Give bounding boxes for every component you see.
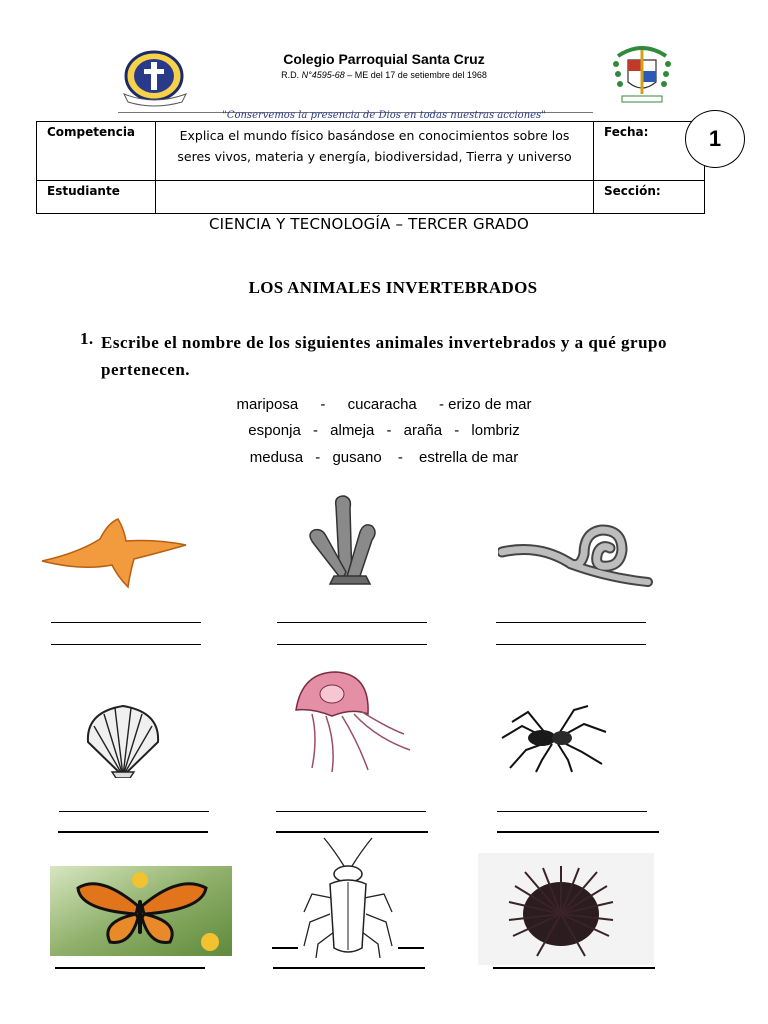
sheet-number-badge: 1 [685,110,745,168]
estudiante-label: Estudiante [47,184,120,198]
seccion-label: Sección: [604,184,661,198]
word-separator: - [312,422,318,439]
answer-line[interactable] [496,622,646,623]
word-bank-row-3 [0,449,768,466]
rd-suffix: – ME del 17 de setiembre del 1968 [344,70,487,80]
answer-line[interactable] [51,622,201,623]
resolution-line [0,70,768,80]
butterfly-image [50,866,232,956]
word-separator: - [454,422,460,439]
clam-shell-image [82,702,164,778]
answer-line[interactable] [276,831,428,833]
competencia-text: Explica el mundo físico basándose en conocimientos sobre los seres vivos, materia y energía, biodiversidad, Tierra y universo [156,122,594,181]
school-motto: "Conservemos la presencia de Dios en todas nuestras acciones" [222,110,546,121]
answer-line[interactable] [58,831,208,833]
topic-title: LOS ANIMALES INVERTEBRADOS [248,278,538,297]
word-separator: - [397,449,403,466]
estudiante-field[interactable] [156,181,594,214]
answer-line[interactable] [497,831,659,833]
sea-urchin-image [505,862,617,958]
word: gusano [332,449,382,466]
word: esponja [248,422,301,439]
word-bank-row-1 [0,396,768,413]
seccion-cell[interactable] [594,181,705,214]
subject-line: CIENCIA Y TECNOLOGÍA – TERCER GRADO [208,215,530,233]
answer-line[interactable] [497,811,647,812]
sponge-image [300,492,380,587]
word-separator: - [386,422,392,439]
word-separator: - [320,396,326,413]
rd-number: N°4595-68 [301,70,345,80]
answer-line[interactable] [59,811,209,812]
worm-image [498,518,653,588]
question-text: Escribe el nombre de los siguientes animales invertebrados y a qué grupo pertenecen. [101,333,667,379]
answer-line-short[interactable] [272,947,298,949]
school-name: Colegio Parroquial Santa Cruz [283,51,485,67]
student-info-table [36,121,705,214]
cockroach-image [300,836,396,958]
word: araña [403,422,443,439]
answer-line[interactable] [55,967,205,969]
jellyfish-image [292,668,414,780]
word: cucaracha [347,396,417,413]
question-number: 1. [80,329,94,348]
starfish-image [38,515,190,590]
fecha-label: Fecha: [604,125,649,139]
answer-line[interactable] [273,967,425,969]
word: mariposa [236,396,299,413]
competencia-label: Competencia [47,125,136,139]
answer-line[interactable] [276,811,426,812]
word: lombriz [471,422,520,439]
word: almeja [330,422,375,439]
answer-line[interactable] [277,622,427,623]
word: estrella de mar [419,449,519,466]
answer-line[interactable] [51,644,201,645]
answer-line[interactable] [493,967,655,969]
spider-image [498,702,610,774]
answer-line[interactable] [277,644,427,645]
word-bank-row-2 [0,422,768,439]
answer-line[interactable] [496,644,646,645]
word: medusa [249,449,304,466]
word: - erizo de mar [438,396,532,413]
answer-line-short[interactable] [398,947,424,949]
rd-prefix: R.D. [281,70,300,80]
word-separator: - [315,449,321,466]
